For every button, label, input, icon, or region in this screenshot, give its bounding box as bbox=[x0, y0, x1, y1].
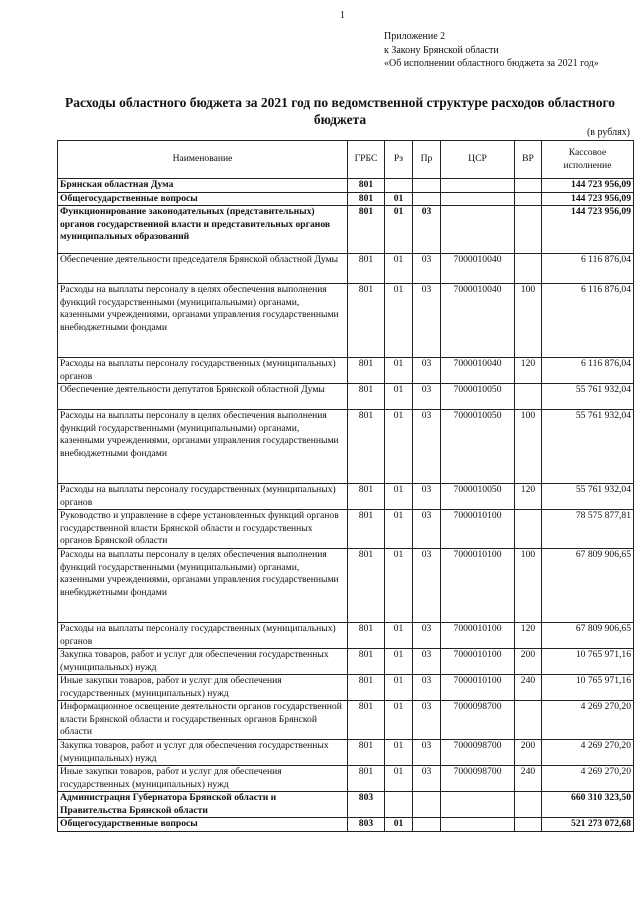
cell-sum: 144 723 956,09 bbox=[542, 206, 634, 254]
cell-rz: 01 bbox=[385, 766, 413, 792]
cell-grbs: 801 bbox=[348, 284, 385, 358]
table-row bbox=[58, 358, 634, 384]
cell-vr bbox=[515, 510, 542, 549]
cell-name: Расходы на выплаты персоналу государственных (муниципальных) органов bbox=[58, 358, 348, 384]
appendix-note bbox=[384, 30, 599, 71]
cell-vr bbox=[515, 384, 542, 410]
cell-name: Иные закупки товаров, работ и услуг для обеспечения государственных (муниципальных) нужд bbox=[58, 766, 348, 792]
cell-sum: 4 269 270,20 bbox=[542, 701, 634, 740]
cell-sum: 10 765 971,16 bbox=[542, 649, 634, 675]
cell-rz: 01 bbox=[385, 510, 413, 549]
cell-name: Расходы на выплаты персоналу государственных (муниципальных) органов bbox=[58, 623, 348, 649]
cell-pr bbox=[413, 818, 441, 832]
table-body bbox=[58, 179, 634, 832]
header-grbs: ГРБС bbox=[348, 141, 385, 179]
cell-rz: 01 bbox=[385, 410, 413, 484]
cell-csr bbox=[441, 818, 515, 832]
cell-csr: 7000098700 bbox=[441, 701, 515, 740]
cell-csr: 7000010100 bbox=[441, 675, 515, 701]
cell-grbs: 801 bbox=[348, 675, 385, 701]
cell-vr: 120 bbox=[515, 623, 542, 649]
cell-csr: 7000098700 bbox=[441, 740, 515, 766]
cell-pr bbox=[413, 179, 441, 193]
cell-vr: 120 bbox=[515, 358, 542, 384]
header-sum: Кассовое исполнение bbox=[542, 141, 634, 179]
cell-vr: 240 bbox=[515, 766, 542, 792]
cell-pr: 03 bbox=[413, 384, 441, 410]
table-row bbox=[58, 254, 634, 284]
cell-grbs: 801 bbox=[348, 623, 385, 649]
table-row bbox=[58, 192, 634, 206]
cell-csr bbox=[441, 792, 515, 818]
cell-name: Обеспечение деятельности депутатов Брянской областной Думы bbox=[58, 384, 348, 410]
cell-grbs: 801 bbox=[348, 766, 385, 792]
cell-name: Информационное освещение деятельности органов государственной власти Брянской области и государственных органов Брянской области bbox=[58, 701, 348, 740]
cell-name: Функционирование законодательных (представительных) органов государственной власти и представительных органов муниципальных образований bbox=[58, 206, 348, 254]
header-name: Наименование bbox=[58, 141, 348, 179]
cell-grbs: 801 bbox=[348, 740, 385, 766]
cell-csr: 7000010040 bbox=[441, 358, 515, 384]
cell-grbs: 801 bbox=[348, 179, 385, 193]
cell-sum: 67 809 906,65 bbox=[542, 623, 634, 649]
cell-csr: 7000010040 bbox=[441, 254, 515, 284]
cell-vr: 240 bbox=[515, 675, 542, 701]
cell-rz: 01 bbox=[385, 484, 413, 510]
appendix-line-3: «Об исполнении областного бюджета за 2021 год» bbox=[384, 58, 599, 69]
cell-sum: 10 765 971,16 bbox=[542, 675, 634, 701]
cell-rz: 01 bbox=[385, 254, 413, 284]
cell-sum: 4 269 270,20 bbox=[542, 740, 634, 766]
cell-pr: 03 bbox=[413, 649, 441, 675]
cell-csr: 7000010100 bbox=[441, 549, 515, 623]
cell-name: Администрация Губернатора Брянской области и Правительства Брянской области bbox=[58, 792, 348, 818]
cell-rz: 01 bbox=[385, 740, 413, 766]
cell-csr bbox=[441, 192, 515, 206]
cell-name: Закупка товаров, работ и услуг для обеспечения государственных (муниципальных) нужд bbox=[58, 649, 348, 675]
units-note: (в рублях) bbox=[586, 127, 630, 138]
cell-sum: 78 575 877,81 bbox=[542, 510, 634, 549]
cell-vr bbox=[515, 192, 542, 206]
table-row bbox=[58, 549, 634, 623]
cell-rz: 01 bbox=[385, 358, 413, 384]
cell-name: Расходы на выплаты персоналу в целях обеспечения выполнения функций государственными (муниципальными) органами, казенными учреждениями, органами управления государственными внебюджетными фондами bbox=[58, 549, 348, 623]
cell-csr: 7000010100 bbox=[441, 623, 515, 649]
cell-grbs: 801 bbox=[348, 206, 385, 254]
cell-pr: 03 bbox=[413, 206, 441, 254]
cell-grbs: 803 bbox=[348, 792, 385, 818]
cell-rz: 01 bbox=[385, 206, 413, 254]
cell-name: Закупка товаров, работ и услуг для обеспечения государственных (муниципальных) нужд bbox=[58, 740, 348, 766]
table-row bbox=[58, 701, 634, 740]
cell-pr bbox=[413, 792, 441, 818]
cell-vr: 100 bbox=[515, 410, 542, 484]
cell-grbs: 801 bbox=[348, 510, 385, 549]
cell-grbs: 801 bbox=[348, 254, 385, 284]
cell-sum: 55 761 932,04 bbox=[542, 384, 634, 410]
cell-rz: 01 bbox=[385, 192, 413, 206]
cell-grbs: 801 bbox=[348, 701, 385, 740]
table-row bbox=[58, 284, 634, 358]
cell-sum: 144 723 956,09 bbox=[542, 179, 634, 193]
table-row bbox=[58, 649, 634, 675]
document-title: Расходы областного бюджета за 2021 год по ведомственной структуре расходов областного бюджета bbox=[64, 95, 616, 127]
cell-csr bbox=[441, 179, 515, 193]
cell-pr: 03 bbox=[413, 484, 441, 510]
cell-grbs: 801 bbox=[348, 549, 385, 623]
cell-grbs: 803 bbox=[348, 818, 385, 832]
cell-vr: 120 bbox=[515, 484, 542, 510]
cell-pr bbox=[413, 192, 441, 206]
table-row bbox=[58, 623, 634, 649]
header-vr: ВР bbox=[515, 141, 542, 179]
cell-sum: 55 761 932,04 bbox=[542, 484, 634, 510]
cell-pr: 03 bbox=[413, 410, 441, 484]
cell-sum: 6 116 876,04 bbox=[542, 254, 634, 284]
cell-pr: 03 bbox=[413, 623, 441, 649]
appendix-line-1: Приложение 2 bbox=[384, 31, 446, 42]
table-row bbox=[58, 484, 634, 510]
cell-grbs: 801 bbox=[348, 384, 385, 410]
cell-name: Общегосударственные вопросы bbox=[58, 818, 348, 832]
cell-name: Обеспечение деятельности председателя Брянской областной Думы bbox=[58, 254, 348, 284]
table-row bbox=[58, 206, 634, 254]
cell-vr: 200 bbox=[515, 740, 542, 766]
table-row bbox=[58, 510, 634, 549]
cell-sum: 6 116 876,04 bbox=[542, 284, 634, 358]
cell-rz: 01 bbox=[385, 623, 413, 649]
table-row bbox=[58, 740, 634, 766]
cell-vr bbox=[515, 206, 542, 254]
table-row bbox=[58, 410, 634, 484]
cell-rz bbox=[385, 179, 413, 193]
cell-name: Расходы на выплаты персоналу в целях обеспечения выполнения функций государственными (муниципальными) органами, казенными учреждениями, органами управления государственными внебюджетными фондами bbox=[58, 410, 348, 484]
cell-rz: 01 bbox=[385, 649, 413, 675]
cell-pr: 03 bbox=[413, 284, 441, 358]
cell-grbs: 801 bbox=[348, 192, 385, 206]
cell-pr: 03 bbox=[413, 766, 441, 792]
appendix-line-2: к Закону Брянской области bbox=[384, 44, 499, 56]
cell-sum: 6 116 876,04 bbox=[542, 358, 634, 384]
cell-sum: 144 723 956,09 bbox=[542, 192, 634, 206]
cell-sum: 4 269 270,20 bbox=[542, 766, 634, 792]
table-row bbox=[58, 818, 634, 832]
cell-sum: 521 273 072,68 bbox=[542, 818, 634, 832]
cell-name: Общегосударственные вопросы bbox=[58, 192, 348, 206]
cell-sum: 67 809 906,65 bbox=[542, 549, 634, 623]
cell-vr: 100 bbox=[515, 284, 542, 358]
table-row bbox=[58, 675, 634, 701]
table-row bbox=[58, 792, 634, 818]
cell-vr bbox=[515, 254, 542, 284]
cell-rz: 01 bbox=[385, 284, 413, 358]
cell-rz: 01 bbox=[385, 818, 413, 832]
cell-sum: 660 310 323,50 bbox=[542, 792, 634, 818]
cell-grbs: 801 bbox=[348, 410, 385, 484]
cell-pr: 03 bbox=[413, 740, 441, 766]
cell-csr: 7000010050 bbox=[441, 384, 515, 410]
cell-name: Иные закупки товаров, работ и услуг для обеспечения государственных (муниципальных) нужд bbox=[58, 675, 348, 701]
cell-grbs: 801 bbox=[348, 484, 385, 510]
header-rz: Рз bbox=[385, 141, 413, 179]
cell-csr bbox=[441, 206, 515, 254]
cell-csr: 7000010040 bbox=[441, 284, 515, 358]
cell-pr: 03 bbox=[413, 701, 441, 740]
cell-name: Расходы на выплаты персоналу в целях обеспечения выполнения функций государственными (муниципальными) органами, казенными учреждениями, органами управления государственными внебюджетными фондами bbox=[58, 284, 348, 358]
cell-csr: 7000010100 bbox=[441, 649, 515, 675]
cell-vr: 100 bbox=[515, 549, 542, 623]
cell-pr: 03 bbox=[413, 549, 441, 623]
cell-rz: 01 bbox=[385, 549, 413, 623]
cell-vr bbox=[515, 179, 542, 193]
cell-rz: 01 bbox=[385, 701, 413, 740]
table-row bbox=[58, 179, 634, 193]
cell-vr: 200 bbox=[515, 649, 542, 675]
cell-csr: 7000010050 bbox=[441, 410, 515, 484]
cell-vr bbox=[515, 818, 542, 832]
cell-pr: 03 bbox=[413, 358, 441, 384]
cell-sum: 55 761 932,04 bbox=[542, 410, 634, 484]
cell-csr: 7000098700 bbox=[441, 766, 515, 792]
cell-grbs: 801 bbox=[348, 358, 385, 384]
cell-rz: 01 bbox=[385, 384, 413, 410]
cell-csr: 7000010100 bbox=[441, 510, 515, 549]
budget-table bbox=[57, 140, 634, 832]
cell-csr: 7000010050 bbox=[441, 484, 515, 510]
cell-vr bbox=[515, 701, 542, 740]
header-csr: ЦСР bbox=[441, 141, 515, 179]
cell-pr: 03 bbox=[413, 254, 441, 284]
cell-rz: 01 bbox=[385, 675, 413, 701]
cell-name: Брянская областная Дума bbox=[58, 179, 348, 193]
cell-pr: 03 bbox=[413, 510, 441, 549]
table-header-row bbox=[58, 141, 634, 179]
cell-rz bbox=[385, 792, 413, 818]
cell-name: Руководство и управление в сфере установленных функций органов государственной власти Брянской области и государственных органов Брянской области bbox=[58, 510, 348, 549]
table-row bbox=[58, 384, 634, 410]
page-number: 1 bbox=[340, 10, 345, 21]
cell-pr: 03 bbox=[413, 675, 441, 701]
table-row bbox=[58, 766, 634, 792]
header-pr: Пр bbox=[413, 141, 441, 179]
cell-name: Расходы на выплаты персоналу государственных (муниципальных) органов bbox=[58, 484, 348, 510]
cell-grbs: 801 bbox=[348, 649, 385, 675]
cell-vr bbox=[515, 792, 542, 818]
